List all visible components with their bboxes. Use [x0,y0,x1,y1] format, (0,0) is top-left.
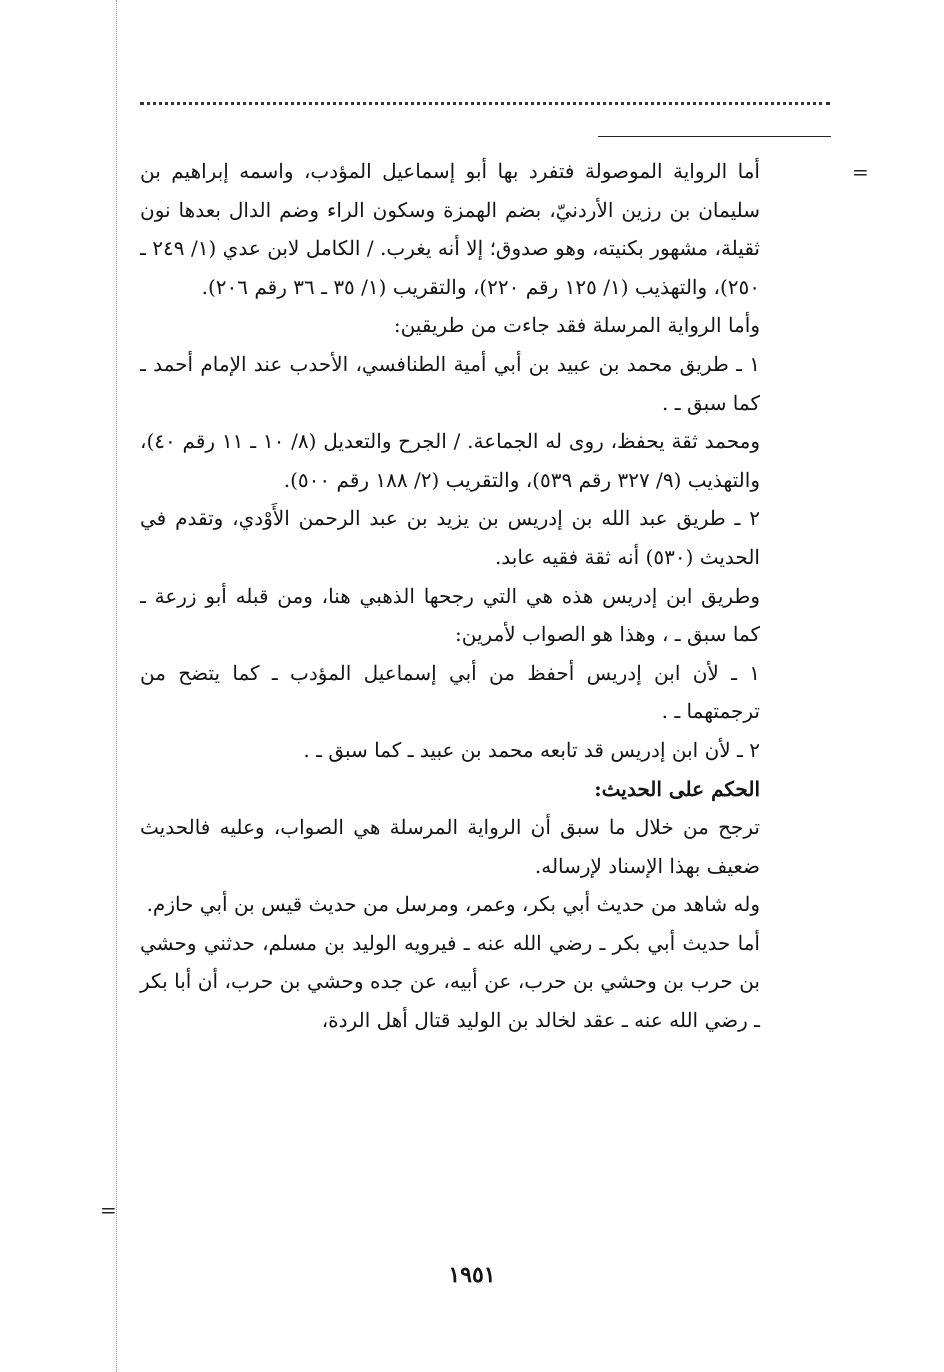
footnote-text-body [140,152,760,1040]
paragraph: ومحمد ثقة يحفظ، روى له الجماعة. / الجرح والتعديل (٨/ ١٠ ـ ١١ رقم ٤٠)، والتهذيب (٩/ ٣٢٧ رقم ٥٣٩)، والتقريب (٢/ ١٨٨ رقم ٥٠٠). [140,429,761,492]
paragraph: ١ ـ طريق محمد بن عبيد بن أبي أمية الطنافسي، الأحدب عند الإمام أحمد ـ كما سبق ـ . [140,351,760,415]
page-number: ١٩٥١ [448,1262,496,1288]
paragraph: أما حديث أبي بكر ـ رضي الله عنه ـ فيرويه الوليد بن مسلم، حدثني وحشي بن حرب بن وحشي بن حرب، عن أبيه، عن جده وحشي بن حرب، أن أبا بكر ـ رضي الله عنه ـ عقد لخالد بن الوليد قتال أهل الردة، [140,930,760,1033]
continuation-mark-bottom: = [100,1198,117,1222]
paragraph: وطريق ابن إدريس هذه هي التي رجحها الذهبي هنا، ومن قبله أبو زرعة ـ كما سبق ـ ، وهذا هو الصواب لأمرين: [140,583,760,647]
footnote-separator-rule [598,136,831,137]
paragraph: وأما الرواية المرسلة فقد جاءت من طريقين: [393,313,760,338]
paragraph: ١ ـ لأن ابن إدريس أحفظ من أبي إسماعيل المؤدب ـ كما يتضح من ترجمتهما ـ . [140,660,760,724]
paragraph: ترجح من خلال ما سبق أن الرواية المرسلة هي الصواب، وعليه فالحديث ضعيف بهذا الإسناد لإرساله. [140,815,760,878]
section-heading: الحكم على الحديث: [594,776,760,801]
paragraph: وله شاهد من حديث أبي بكر، وعمر، ومرسل من حديث قيس بن أبي حازم. [146,892,760,917]
header-dotted-rule [140,102,830,105]
binding-edge-line [116,0,117,1372]
paragraph: أما الرواية الموصولة فتفرد بها أبو إسماعيل المؤدب، واسمه إبراهيم بن سليمان بن رزين الأردنيّ، بضم الهمزة وسكون الراء وضم الدال بعدها نون ثقيلة، مشهور بكنيته، وهو صدوق؛ إلا أنه يغرب. / الكامل لابن عدي (١/ ٢٤٩ ـ ٢٥٠)، والتهذيب (١/ ١٢٥ رقم ٢٢٠)، والتقريب (١/ ٣٥ ـ ٣٦ رقم ٢٠٦). [140,159,761,299]
paragraph: ٢ ـ لأن ابن إدريس قد تابعه محمد بن عبيد ـ كما سبق ـ . [303,737,760,762]
continuation-mark-top: = [852,160,869,184]
paragraph: ٢ ـ طريق عبد الله بن إدريس بن يزيد بن عبد الرحمن الأَوْدي، وتقدم في الحديث (٥٣٠) أنه ثقة فقيه عابد. [140,506,760,569]
